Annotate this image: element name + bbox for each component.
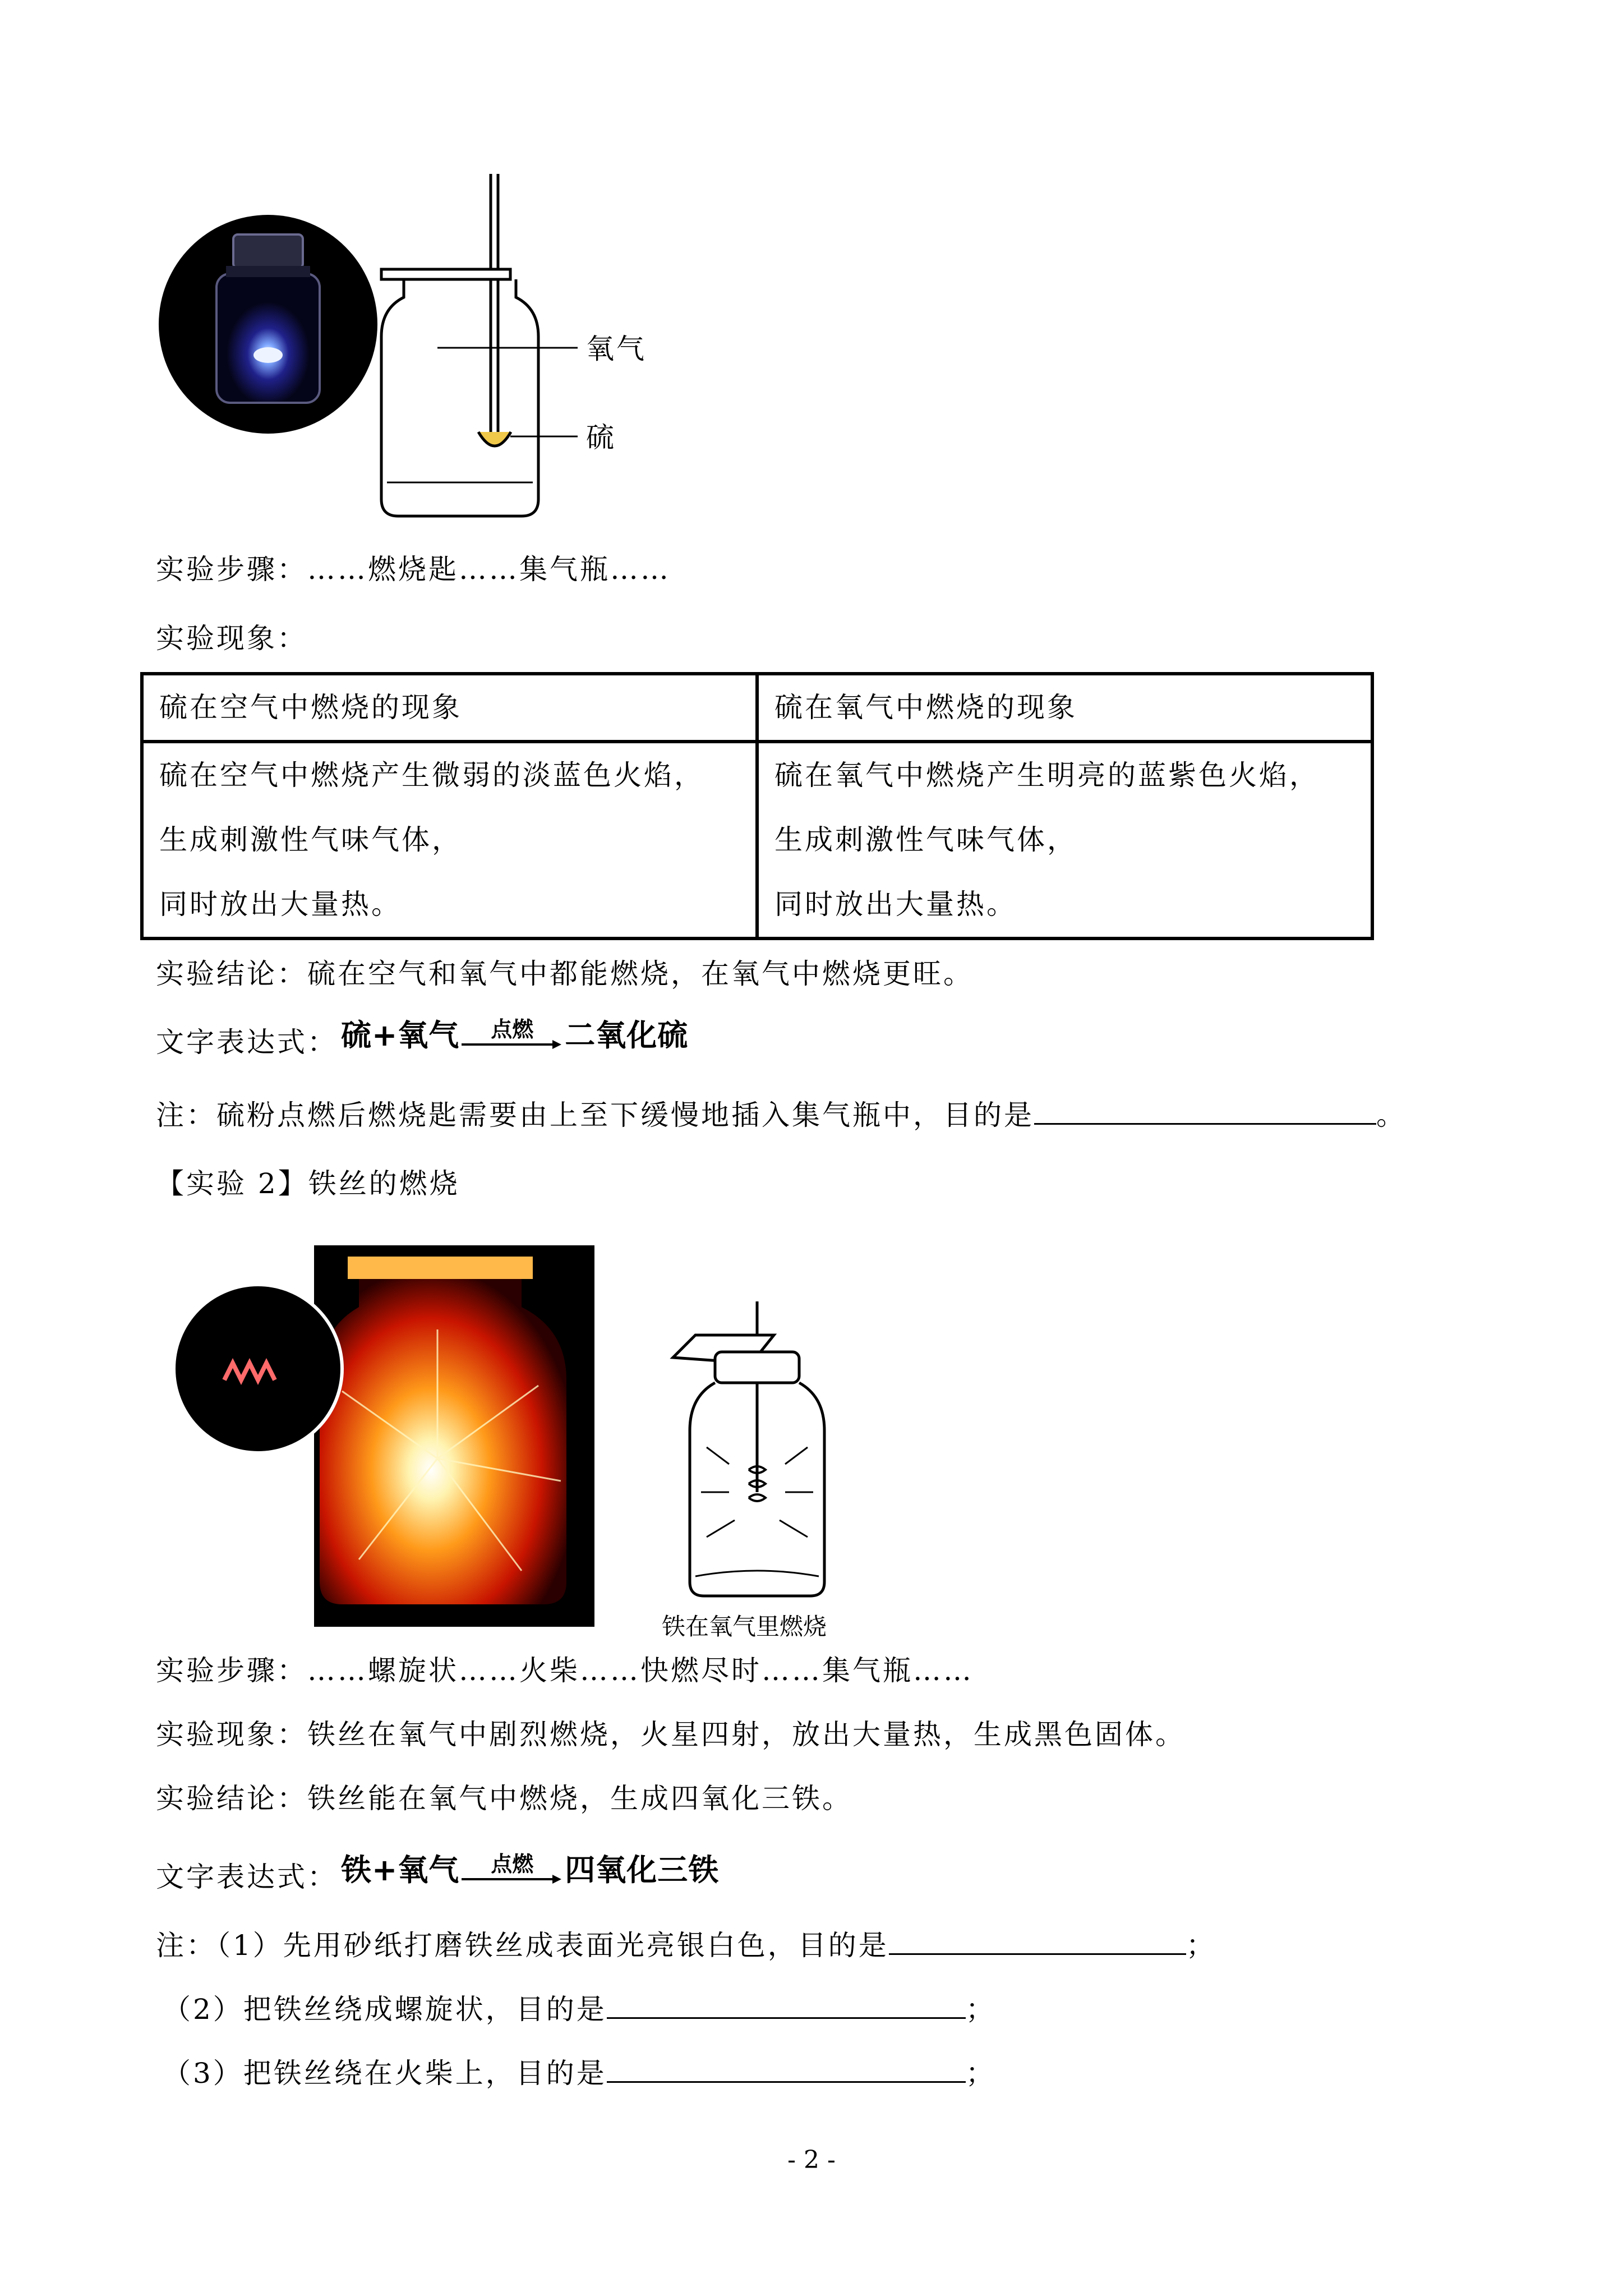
reaction-arrow — [462, 1017, 562, 1053]
table-cell-oxygen — [757, 742, 1372, 938]
answer-blank[interactable] — [607, 1993, 966, 2019]
answer-blank[interactable] — [1034, 1098, 1376, 1125]
observation-table — [140, 672, 1374, 940]
exp1-note — [156, 1098, 1407, 1132]
label-sulfur: 硫 — [586, 421, 616, 454]
equation-label: 文字表达式： — [156, 1026, 338, 1059]
equation-product: 四氧化三铁 — [565, 1852, 720, 1888]
exp1-conclusion: 实验结论：硫在空气和氧气中都能燃烧，在氧气中燃烧更旺。 — [156, 958, 974, 990]
iron-apparatus-diagram — [662, 1301, 841, 1607]
equation-product: 二氧化硫 — [565, 1018, 689, 1053]
table-line: 生成刺激性气味气体， — [159, 823, 462, 856]
table-line: 同时放出大量热。 — [774, 888, 1017, 921]
note-suffix: ； — [965, 1993, 996, 2026]
note-text: 注：（1）先用砂纸打磨铁丝成表面光亮银白色，目的是 — [156, 1929, 889, 1962]
exp2-steps: 实验步骤：……螺旋状……火柴……快燃尽时……集气瓶…… — [156, 1654, 974, 1687]
table-line: 硫在氧气中燃烧产生明亮的蓝紫色火焰， — [774, 759, 1320, 792]
note-text: （3）把铁丝绕在火柴上，目的是 — [163, 2057, 607, 2090]
page-number: - 2 - — [787, 2146, 836, 2174]
note-text: 注：硫粉点燃后燃烧匙需要由上至下缓慢地插入集气瓶中，目的是 — [156, 1099, 1034, 1131]
table-header-row — [142, 674, 1372, 742]
iron-diagram-caption: 铁在氧气里燃烧 — [662, 1613, 827, 1640]
exp1-equation — [156, 1017, 689, 1059]
iron-burning-photo — [174, 1245, 600, 1629]
exp2-note-2 — [163, 1993, 996, 2026]
table-cell-air — [142, 742, 757, 938]
arrow-icon — [462, 1039, 562, 1050]
answer-blank[interactable] — [607, 2056, 966, 2083]
note-suffix: 。 — [1376, 1099, 1407, 1131]
exp2-note-1 — [156, 1929, 1216, 1962]
arrow-icon — [462, 1874, 562, 1885]
exp1-steps: 实验步骤：……燃烧匙……集气瓶…… — [156, 553, 671, 586]
exp2-note-3 — [163, 2056, 996, 2090]
exp1-phenomenon-heading: 实验现象： — [156, 622, 307, 655]
exp2-conclusion: 实验结论：铁丝能在氧气中燃烧，生成四氧化三铁。 — [156, 1782, 852, 1815]
table-line: 同时放出大量热。 — [159, 888, 402, 921]
exp2-equation — [156, 1852, 720, 1894]
table-line: 生成刺激性气味气体， — [774, 823, 1077, 856]
table-row — [142, 742, 1372, 938]
equation-reactants: 硫+氧气 — [341, 1018, 460, 1053]
exp2-phenomenon: 实验现象：铁丝在氧气中剧烈燃烧，火星四射，放出大量热，生成黑色固体。 — [156, 1718, 1186, 1751]
note-suffix: ； — [965, 2057, 996, 2090]
table-line: 硫在空气中燃烧产生微弱的淡蓝色火焰， — [159, 759, 704, 792]
exp2-title: 【实验 2】铁丝的燃烧 — [156, 1167, 460, 1200]
table-header-air: 硫在空气中燃烧的现象 — [142, 674, 757, 742]
equation-reactants: 铁+氧气 — [341, 1852, 460, 1888]
answer-blank[interactable] — [889, 1929, 1186, 1955]
reaction-arrow — [462, 1852, 562, 1888]
table-header-oxygen: 硫在氧气中燃烧的现象 — [757, 674, 1372, 742]
note-text: （2）把铁丝绕成螺旋状，目的是 — [163, 1993, 607, 2026]
reaction-condition: 点燃 — [491, 1017, 534, 1042]
equation-label: 文字表达式： — [156, 1861, 338, 1893]
note-suffix: ； — [1186, 1929, 1216, 1962]
reaction-condition: 点燃 — [491, 1852, 534, 1876]
label-oxygen: 氧气 — [586, 333, 647, 365]
sulfur-burning-photo — [156, 212, 380, 439]
